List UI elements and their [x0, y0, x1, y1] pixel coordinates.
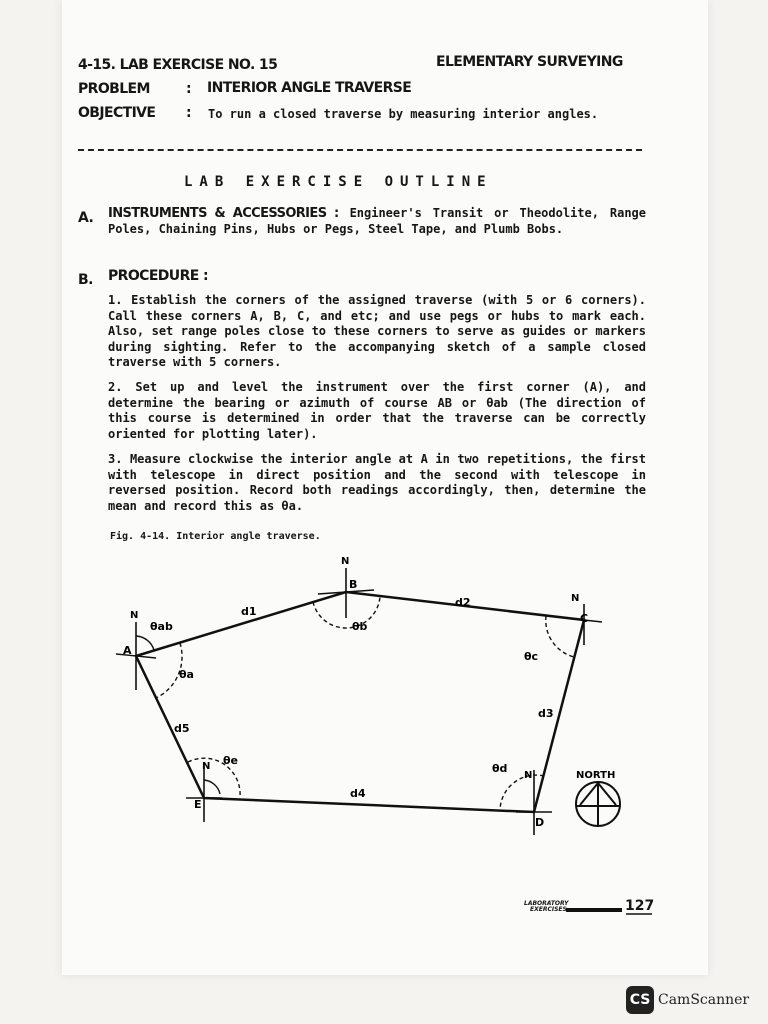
objective-separator: : — [186, 105, 191, 121]
north-label-a: N — [130, 610, 139, 621]
north-label-c: N — [571, 593, 580, 604]
footer-tag-line2: EXERCISES — [530, 906, 567, 913]
footer-tag-line1: LABORATORY — [524, 900, 569, 907]
book-title: ELEMENTARY SURVEYING — [436, 54, 623, 70]
course-d2: d2 — [455, 596, 471, 609]
outline-title: LAB EXERCISE OUTLINE — [184, 174, 493, 190]
angle-theta-ab: θab — [150, 620, 173, 633]
angle-theta-b: θb — [352, 620, 368, 633]
course-d3: d3 — [538, 707, 554, 720]
station-d: D — [535, 816, 545, 829]
north-label-d: N — [524, 770, 533, 781]
north-arrow-icon — [576, 782, 620, 826]
station-c: C — [580, 612, 589, 625]
course-d1: d1 — [241, 605, 257, 618]
problem-separator: : — [186, 81, 191, 97]
angle-theta-c: θc — [524, 650, 539, 663]
objective-value: To run a closed traverse by measuring interior angles. — [208, 107, 599, 121]
problem-value: INTERIOR ANGLE TRAVERSE — [207, 80, 412, 96]
course-d5: d5 — [174, 722, 190, 735]
station-b: B — [349, 578, 358, 591]
section-a-text: Engineer's Transit or Theodolite, Range Poles, Chaining Pins, Hubs or Pegs, Steel Tape, and Plumb Bobs. — [108, 206, 646, 236]
arc-theta-ab — [136, 636, 154, 650]
procedure-step-2: 2. Set up and level the instrument over the first corner (A), and determine the bearing or azimuth of course AB or θab (The direction of this course is determined in order that the traverse can be correctly oriented for plotting later). — [108, 380, 646, 441]
arc-theta-d — [500, 775, 544, 810]
section-b-heading: PROCEDURE : — [108, 268, 208, 284]
angle-theta-e: θe — [223, 754, 239, 767]
station-a: A — [123, 644, 132, 657]
procedure-step-1: 1. Establish the corners of the assigned traverse (with 5 or 6 corners). Call these corners A, B, C, and etc; and use pegs or hubs to mark each. Also, set range poles close to these corners to serve as guides or markers during sighting. Refer to the accompanying sketch of a sample closed traverse with 5 corners. — [108, 293, 646, 369]
north-label-b: N — [341, 556, 350, 567]
section-a-marker: A. — [78, 210, 94, 226]
north-label-e: N — [202, 761, 211, 772]
page-number: 127 — [625, 898, 655, 914]
angle-theta-a: θa — [179, 668, 194, 681]
station-e: E — [194, 798, 202, 811]
exercise-number: 4-15. LAB EXERCISE NO. 15 — [78, 57, 278, 73]
problem-label: PROBLEM — [78, 81, 150, 97]
procedure-step-3: 3. Measure clockwise the interior angle at A in two repetitions, the first with telescope in direct position and the second with telescope in reversed position. Record both readings accordingly, then, determine the mean and record this as θa. — [108, 452, 646, 513]
figure-caption: Fig. 4-14. Interior angle traverse. — [110, 531, 321, 542]
camscanner-label: CamScanner — [658, 992, 750, 1008]
camscanner-logo-icon: CS — [626, 986, 654, 1014]
camscanner-watermark — [626, 986, 749, 1014]
objective-label: OBJECTIVE — [78, 105, 156, 121]
section-a-heading: INSTRUMENTS & ACCESSORIES : — [108, 206, 339, 221]
course-d4: d4 — [350, 787, 366, 800]
arc-theta-c — [546, 616, 574, 657]
section-b-marker: B. — [78, 272, 93, 288]
north-arrow-label: NORTH — [576, 770, 616, 781]
footer-tag — [524, 901, 568, 913]
angle-theta-d: θd — [492, 762, 508, 775]
